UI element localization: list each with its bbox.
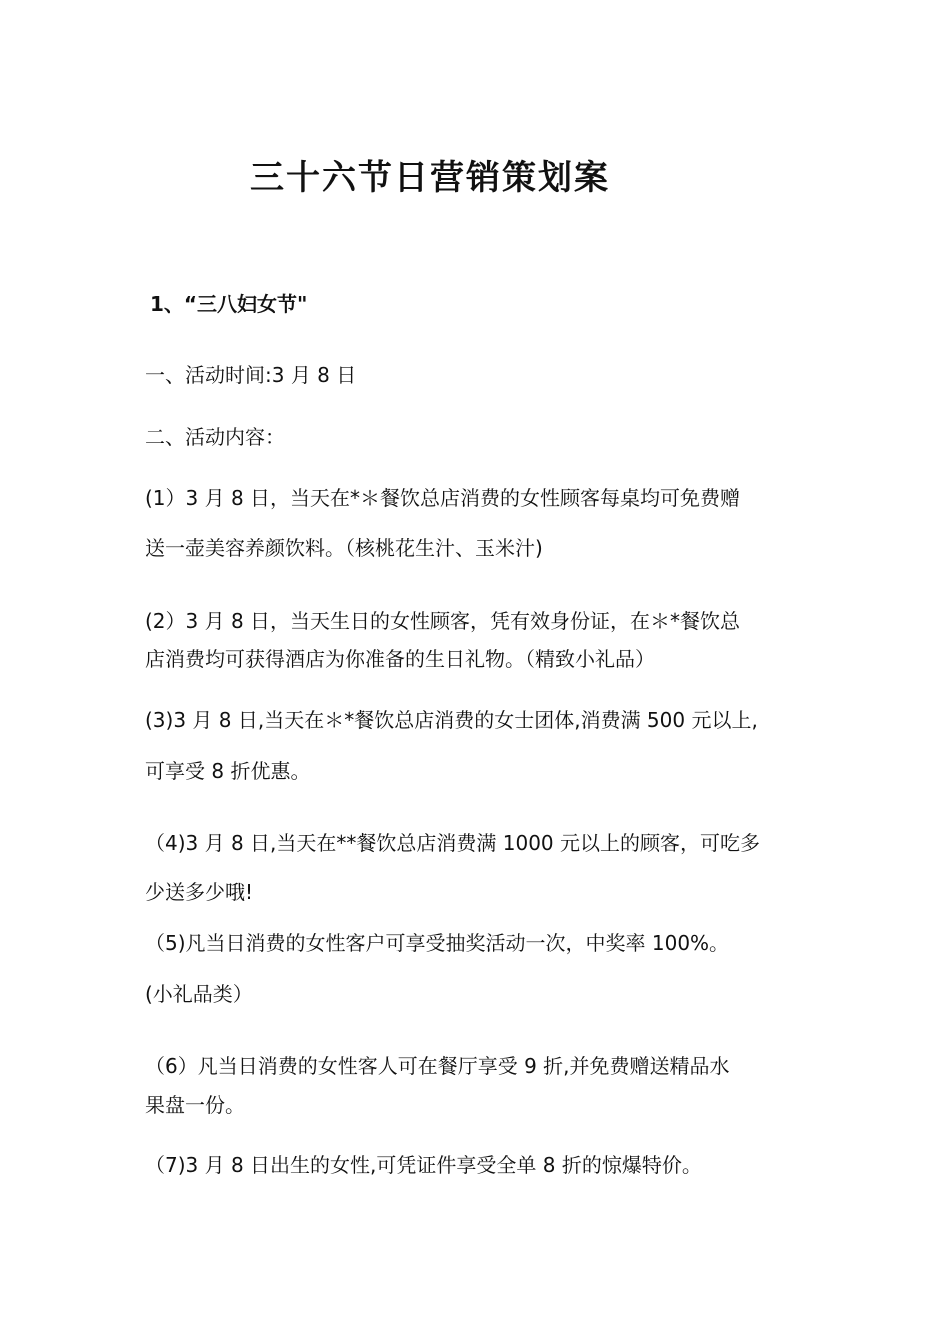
item-5-line-1: （5)凡当日消费的女性客户可享受抽奖活动一次，中奖率 100%。	[145, 931, 730, 955]
item-1-line-1: (1）3 月 8 日，当天在*＊餐饮总店消费的女性顾客每桌均可免费赠	[145, 486, 741, 510]
item-7-line-1: （7)3 月 8 日出生的女性,可凭证件享受全单 8 折的惊爆特价。	[145, 1153, 702, 1177]
item-2-line-1: (2）3 月 8 日，当天生日的女性顾客，凭有效身份证，在＊*餐饮总	[145, 609, 741, 633]
item-6-line-2: 果盘一份。	[145, 1093, 245, 1117]
item-1-line-2: 送一壶美容养颜饮料。（核桃花生汁、玉米汁)	[145, 536, 543, 560]
activity-content-heading: 二、活动内容：	[145, 425, 285, 449]
item-4-line-2: 少送多少哦!	[145, 880, 254, 904]
item-3-line-2: 可享受 8 折优惠。	[145, 759, 311, 783]
section-heading: 1、“三八妇女节"	[150, 292, 308, 316]
item-5-line-2: (小礼品类）	[145, 982, 253, 1006]
document-title: 三十六节日营销策划案	[250, 158, 610, 198]
item-4-line-1: （4)3 月 8 日,当天在**餐饮总店消费满 1000 元以上的顾客，可吃多	[145, 831, 761, 855]
item-3-line-1: (3)3 月 8 日,当天在＊*餐饮总店消费的女士团体,消费满 500 元以上,	[145, 708, 758, 732]
item-6-line-1: （6）凡当日消费的女性客人可在餐厅享受 9 折,并免费赠送精品水	[145, 1054, 730, 1078]
activity-time-line: 一、活动时间:3 月 8 日	[145, 363, 357, 387]
item-2-line-2: 店消费均可获得酒店为你准备的生日礼物。（精致小礼品）	[145, 647, 655, 671]
